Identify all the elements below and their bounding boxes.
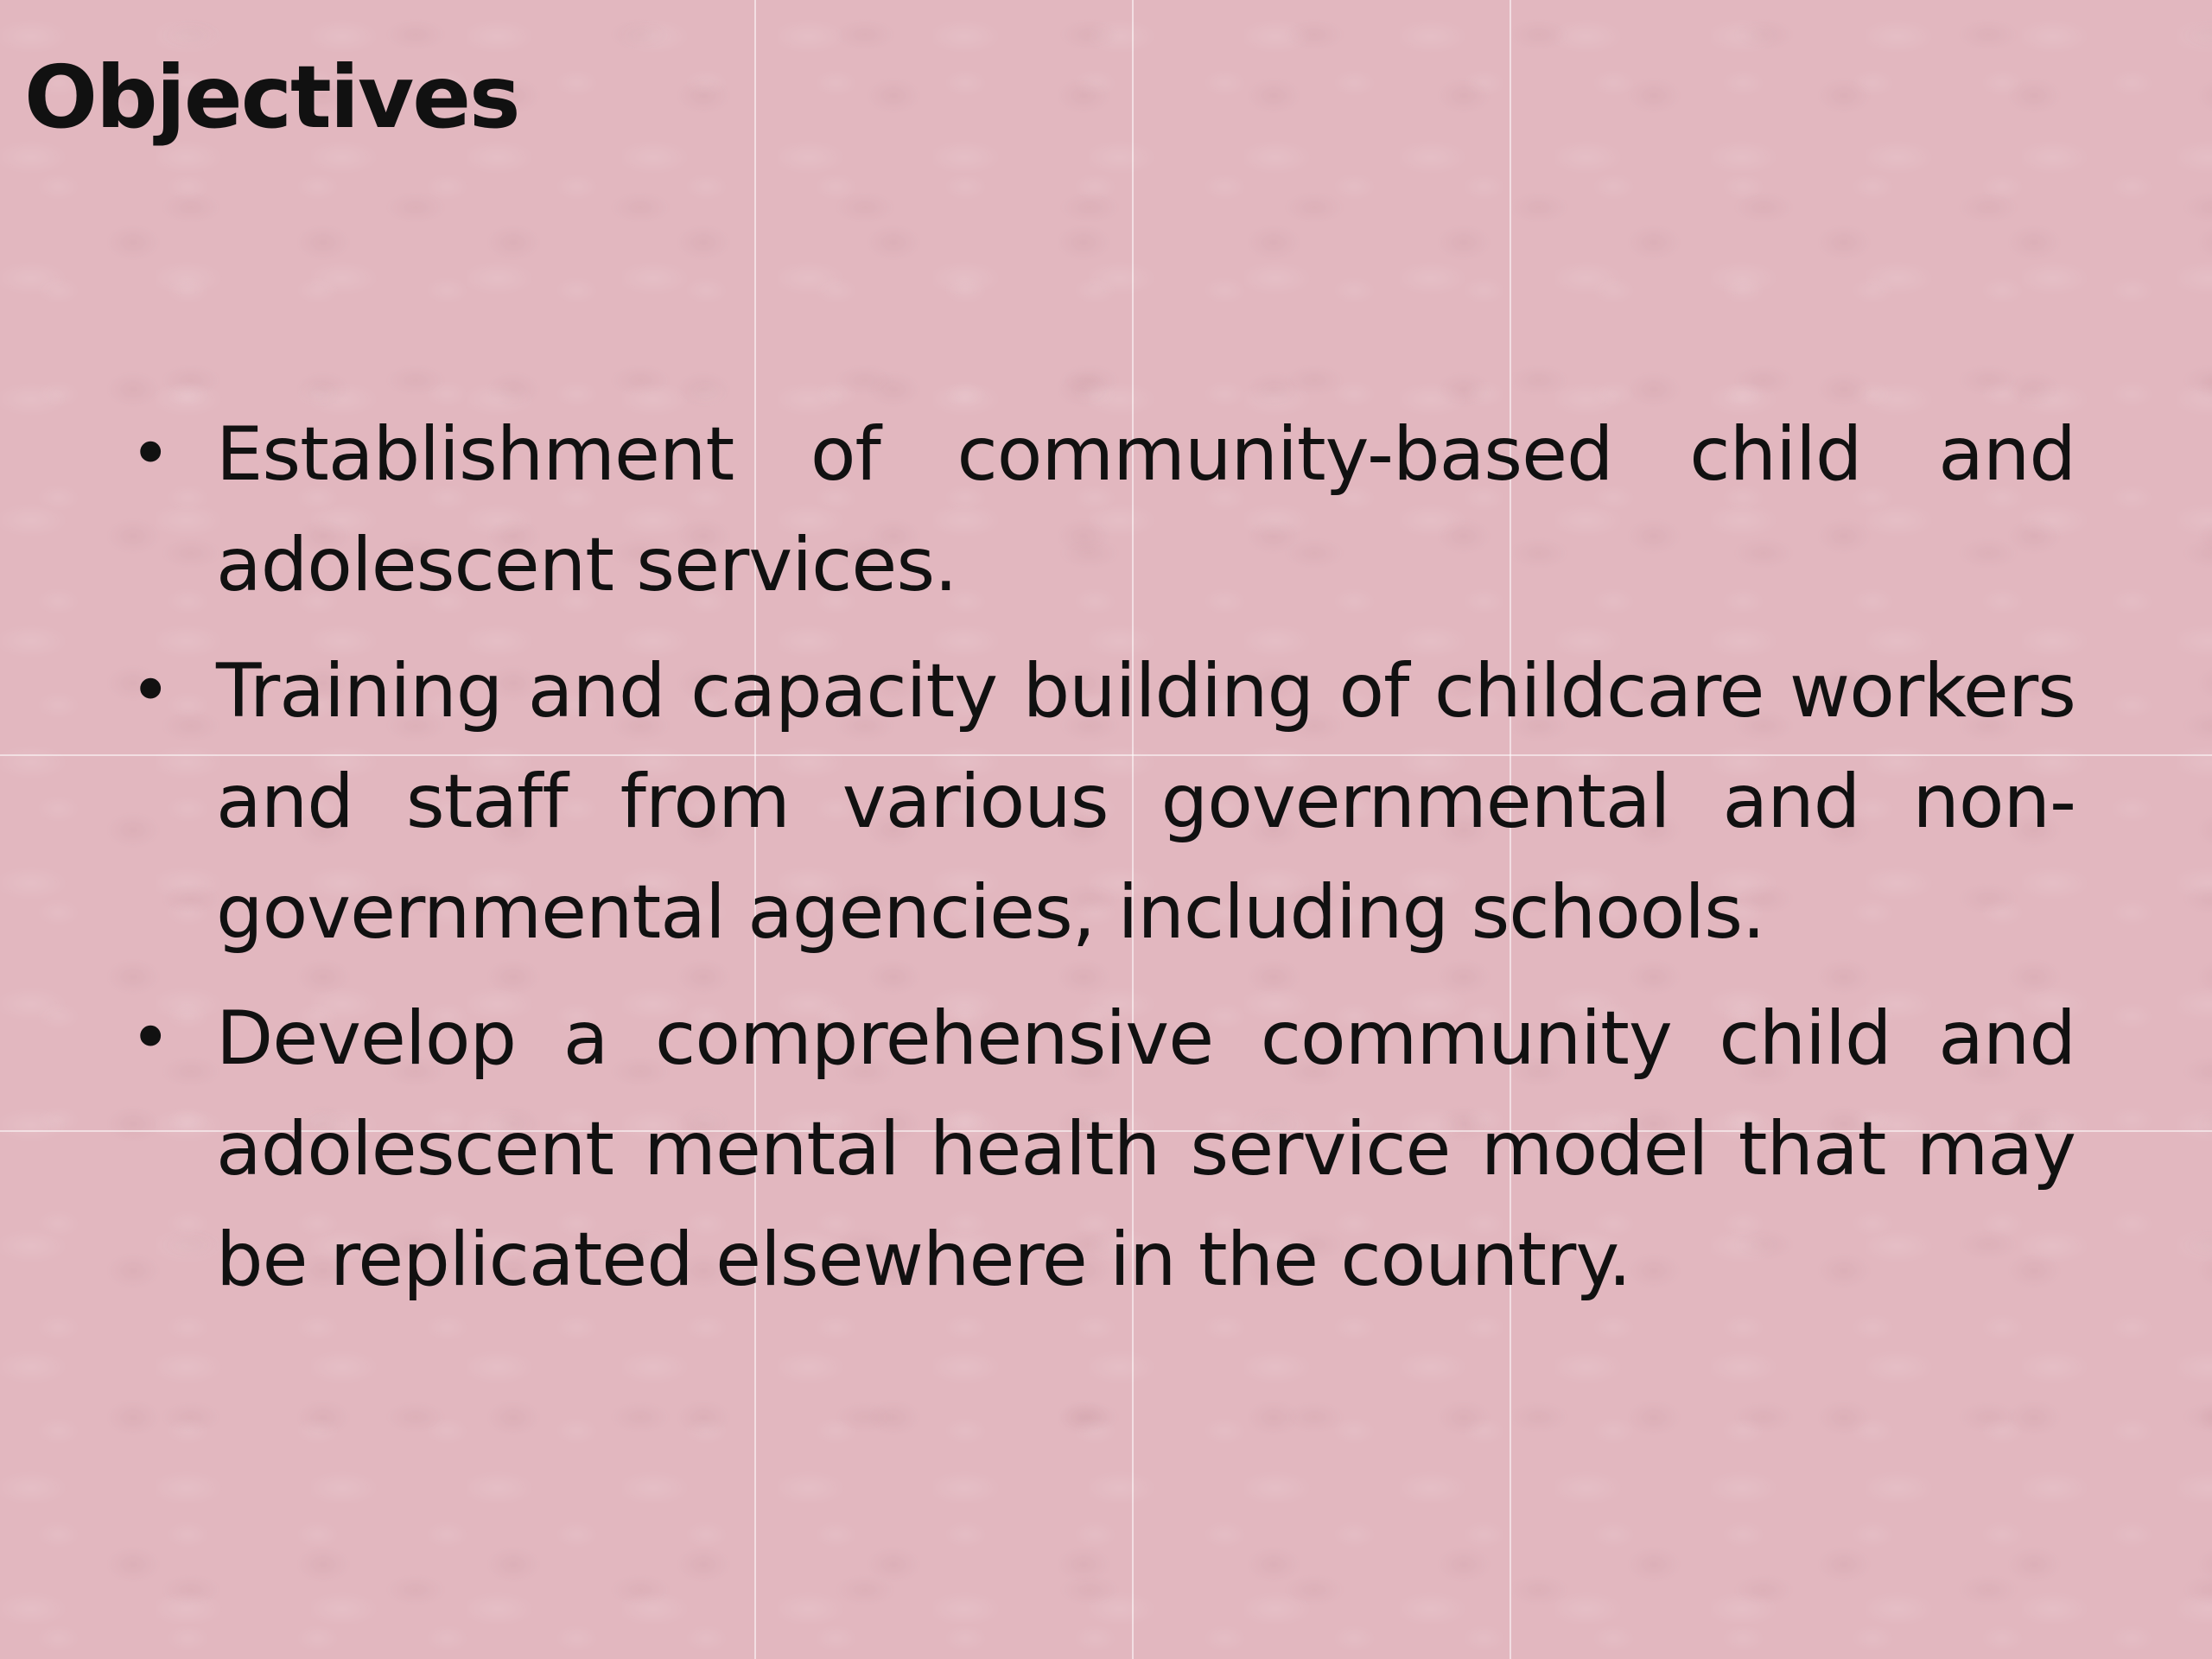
slide-title: Objectives: [24, 47, 519, 148]
list-item: [130, 636, 2075, 968]
bullet-text: Develop a comprehensive community child and adolescent mental health service model that may be replicated elsewhere in the country.: [216, 995, 2075, 1303]
list-item: [130, 399, 2075, 620]
bullet-icon: •: [130, 413, 172, 495]
bullet-text: Establishment of community-based child and adolescent services.: [216, 411, 2075, 608]
objectives-list: [130, 399, 2075, 1331]
bullet-icon: •: [130, 650, 172, 732]
bullet-text: Training and capacity building of childcare workers and staff from various governmental and non-governmental agencies, including schools.: [216, 648, 2075, 956]
list-item: [130, 983, 2075, 1315]
bullet-icon: •: [130, 997, 172, 1079]
